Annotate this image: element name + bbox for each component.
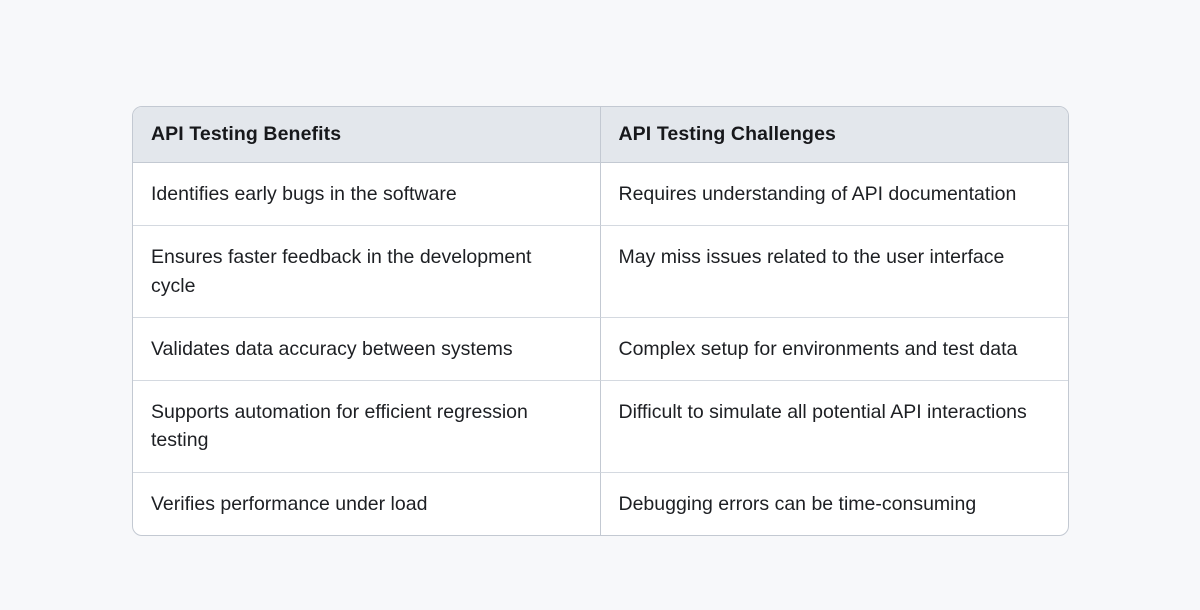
cell-challenge: Difficult to simulate all potential API interactions (601, 381, 1069, 473)
cell-benefit: Validates data accuracy between systems (133, 318, 601, 381)
table-header-row (133, 107, 1068, 163)
comparison-table-container (132, 106, 1069, 536)
column-header-challenges: API Testing Challenges (601, 107, 1069, 163)
column-header-benefits: API Testing Benefits (133, 107, 601, 163)
table-row (133, 318, 1068, 381)
table-row (133, 473, 1068, 535)
cell-challenge: Complex setup for environments and test data (601, 318, 1069, 381)
cell-benefit: Identifies early bugs in the software (133, 163, 601, 226)
api-testing-comparison-table (132, 106, 1069, 536)
table-row (133, 226, 1068, 318)
cell-benefit: Ensures faster feedback in the development cycle (133, 226, 601, 318)
table-body (133, 163, 1068, 535)
cell-benefit: Verifies performance under load (133, 473, 601, 535)
cell-challenge: Requires understanding of API documentation (601, 163, 1069, 226)
table-row (133, 381, 1068, 473)
cell-challenge: May miss issues related to the user interface (601, 226, 1069, 318)
cell-challenge: Debugging errors can be time-consuming (618, 492, 977, 515)
table-header (133, 107, 1068, 163)
table-row (133, 163, 1068, 226)
cell-benefit: Supports automation for efficient regression testing (133, 381, 601, 473)
